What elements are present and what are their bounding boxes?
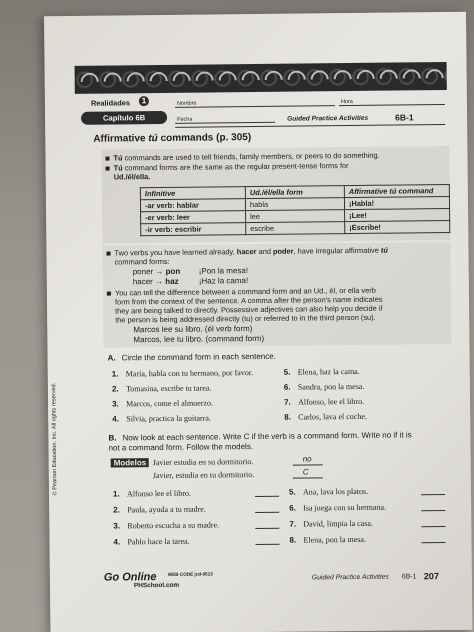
level-badge: 1 — [139, 96, 149, 106]
wave-ornament-icon — [215, 68, 240, 93]
example-verb: hacer — [132, 277, 153, 287]
answer-blank[interactable] — [255, 512, 279, 513]
wave-ornament-icon — [284, 67, 309, 92]
example-command: haz — [165, 276, 179, 286]
footer-activities: Guided Practice Activities — [311, 573, 389, 582]
table-header: Infinitive — [140, 187, 245, 200]
example-command: pon — [165, 266, 181, 276]
table-cell: ¡Lee! — [345, 208, 450, 221]
answer-blank[interactable] — [255, 496, 279, 497]
example-verb: poner — [132, 267, 154, 277]
sentence-text[interactable]: Alfonso, lee el libro. — [298, 396, 365, 407]
item-number: 8. — [284, 412, 291, 422]
fecha-line — [175, 122, 275, 124]
sentence-text[interactable]: María, habla con tu hermano, por favor. — [125, 368, 254, 379]
hora-label: Hora — [340, 98, 353, 106]
answer-blank[interactable] — [256, 544, 280, 545]
item-number: 5. — [283, 367, 291, 377]
wave-ornament-icon — [100, 69, 125, 94]
irregular-sentence: ¡Haz la cama! — [198, 276, 249, 286]
difference-line: they are being talked to directly. Possessive adjectives can also help you decide if — [115, 303, 383, 316]
sentence-text[interactable]: Elena, haz la cama. — [297, 366, 360, 377]
answer-blank[interactable] — [421, 526, 445, 527]
sentence-text: Alfonso lee el libro. — [126, 488, 192, 499]
sentence-text: Pablo hace la tarea. — [127, 536, 190, 547]
irregular-example — [133, 267, 181, 276]
sentence-text[interactable]: Tomasina, escribe tu tarea. — [125, 383, 212, 394]
bullet-icon — [107, 292, 111, 296]
fecha-label: Fecha — [177, 116, 193, 123]
bullet-bold: Tú — [113, 153, 123, 163]
wave-ornament-icon — [376, 66, 401, 91]
worksheet-number: 6B-1 — [395, 112, 414, 123]
table-cell: escribe — [246, 222, 345, 235]
modelos-badge: Modelos — [111, 458, 150, 467]
model-answer: no — [302, 454, 312, 464]
irregular-bold: hacer — [236, 246, 257, 257]
site-link[interactable]: PHSchool.com — [133, 581, 180, 590]
sentence-text: Paula, ayuda a tu madre. — [127, 504, 206, 515]
wave-ornament-icon — [123, 69, 148, 94]
answer-line — [293, 477, 323, 478]
bullet-icon — [106, 252, 110, 256]
item-number: 6. — [283, 382, 291, 392]
difference-line: the person is being addressed directly (tu) or referred to in the third person (su). — [115, 312, 376, 325]
item-number: 7. — [289, 519, 297, 529]
item-number: 2. — [113, 505, 120, 515]
item-number: 2. — [111, 384, 119, 394]
irregular-text: and — [256, 246, 274, 256]
hora-line — [339, 104, 445, 106]
item-number: 1. — [112, 489, 120, 499]
table-header: Ud./él/ella form — [245, 186, 344, 199]
sentence-text[interactable]: Marcos, come el almuerzo. — [126, 398, 213, 409]
table-cell: ¡Habla! — [344, 196, 449, 209]
answer-line — [293, 464, 323, 465]
table-cell: lee — [246, 210, 345, 223]
sentence-text: Elena, pon la mesa. — [303, 534, 366, 545]
item-number: 3. — [113, 521, 121, 531]
nombre-label: Nombre — [176, 100, 197, 107]
section-a-label: A. — [107, 353, 116, 363]
bullet-icon — [106, 167, 110, 171]
table-cell: -ar verb: hablar — [140, 199, 245, 212]
footer-code: 6B-1 — [401, 573, 417, 581]
answer-blank[interactable] — [421, 494, 445, 495]
arrow-right-icon: → — [155, 266, 164, 277]
table-cell: -ir verb: escribir — [141, 223, 246, 236]
item-number: 6. — [289, 503, 296, 513]
item-number: 7. — [284, 397, 291, 407]
section-title — [93, 132, 251, 145]
go-online-logo: Go Online — [103, 571, 157, 584]
nombre-line — [175, 105, 335, 108]
answer-blank[interactable] — [422, 542, 446, 543]
table-row — [141, 220, 450, 235]
title-emphasis: tú — [148, 133, 158, 145]
wave-ornament-icon — [353, 66, 378, 91]
irregular-example — [133, 277, 179, 286]
chapter-badge: Capítulo 6B — [81, 111, 167, 125]
irregular-sentence: ¡Pon la mesa! — [198, 266, 249, 276]
title-text-end: commands (p. 305) — [157, 132, 252, 145]
wave-ornament-icon — [307, 67, 332, 92]
item-number: 3. — [112, 399, 119, 409]
difference-line: You can tell the difference between a command form and an Ud., él, or ella verb — [114, 285, 376, 298]
item-number: 4. — [112, 414, 119, 424]
wave-ornament-icon — [238, 67, 263, 92]
wave-ornament-icon — [422, 65, 447, 90]
section-b-instructions: Now look at each sentence. Write C if the verb is a command form. Write no if it is — [122, 430, 412, 443]
sentence-text[interactable]: Carlos, lava el coche. — [298, 411, 367, 422]
sentence-text: David, limpia la casa. — [303, 518, 373, 529]
wave-ornament-icon — [330, 66, 355, 91]
model-sentence: Javier, estudia en tu dormitorio. — [152, 470, 255, 481]
item-number: 5. — [288, 487, 296, 497]
table-cell: habla — [245, 198, 344, 211]
sentence-text[interactable]: Sandra, pon la mesa. — [297, 381, 365, 392]
wave-ornament-icon — [77, 69, 102, 94]
item-number: 4. — [113, 537, 121, 547]
item-number: 8. — [289, 535, 297, 545]
header-rule — [175, 124, 445, 128]
table-cell: -er verb: leer — [141, 211, 246, 224]
decorative-wave-band — [75, 62, 447, 94]
irregular-text: Two verbs you have learned already, — [114, 247, 237, 258]
bullet-bold: Tú — [113, 163, 123, 173]
irregular-intro-2: command forms: — [114, 256, 170, 267]
wave-ornament-icon — [146, 68, 171, 93]
worksheet-page — [44, 12, 472, 632]
answer-blank[interactable] — [255, 528, 279, 529]
wave-ornament-icon — [261, 67, 286, 92]
irregular-bold: poder — [272, 246, 294, 256]
difference-line: form from the context of the sentence. A comma after the person's name indicates — [114, 294, 383, 307]
bullet-line-2: Ud./él/ella. — [113, 172, 151, 182]
section-a-instructions: Circle the command form in each sentence. — [121, 351, 276, 363]
realidades-label: Realidades — [90, 98, 131, 108]
bullet-icon — [105, 157, 109, 161]
wave-ornament-icon — [192, 68, 217, 93]
table-header: Affirmative tú command — [344, 184, 449, 197]
irregular-text: , have irregular affirmative — [293, 245, 381, 256]
worksheet-title: Guided Practice Activities — [287, 114, 369, 123]
table-cell: ¡Escribe! — [345, 220, 450, 233]
model-sentence: Javier estudia en su dormitorio. — [152, 457, 254, 468]
model-answer: C — [302, 467, 309, 477]
web-code: WEB CODE jcd-0613 — [167, 571, 213, 577]
difference-example: Marcos, lee tu libro. (command form) — [133, 333, 265, 345]
bullet-text: command forms are the same as the regular present-tense forms for — [122, 161, 349, 173]
bullet-text: commands are used to tell friends, family members, or peers to do something. — [122, 150, 380, 163]
section-b-label: B. — [108, 433, 117, 443]
title-text: Affirmative — [93, 133, 149, 145]
item-number: 1. — [111, 369, 119, 379]
arrow-right-icon: → — [154, 276, 164, 287]
wave-ornament-icon — [399, 66, 424, 91]
page-number: 207 — [423, 571, 439, 582]
answer-blank[interactable] — [421, 510, 445, 511]
sentence-text[interactable]: Silvia, practica la guitarra. — [126, 413, 211, 424]
irregular-bold: tú — [380, 245, 388, 255]
sentence-text: Ana, lava los platos. — [302, 486, 369, 497]
section-b-instructions-2: not a command form. Follow the models. — [108, 442, 254, 453]
wave-ornament-icon — [169, 68, 194, 93]
difference-example: Marcos lee su libro. (él verb form) — [133, 324, 253, 335]
sentence-text: Isa juega con su hermana. — [303, 502, 387, 513]
sentence-text: Roberto escucha a su madre. — [127, 520, 220, 531]
conjugation-table — [140, 184, 450, 236]
copyright-notice: © Pearson Education, Inc. All rights reserved. — [51, 382, 59, 496]
